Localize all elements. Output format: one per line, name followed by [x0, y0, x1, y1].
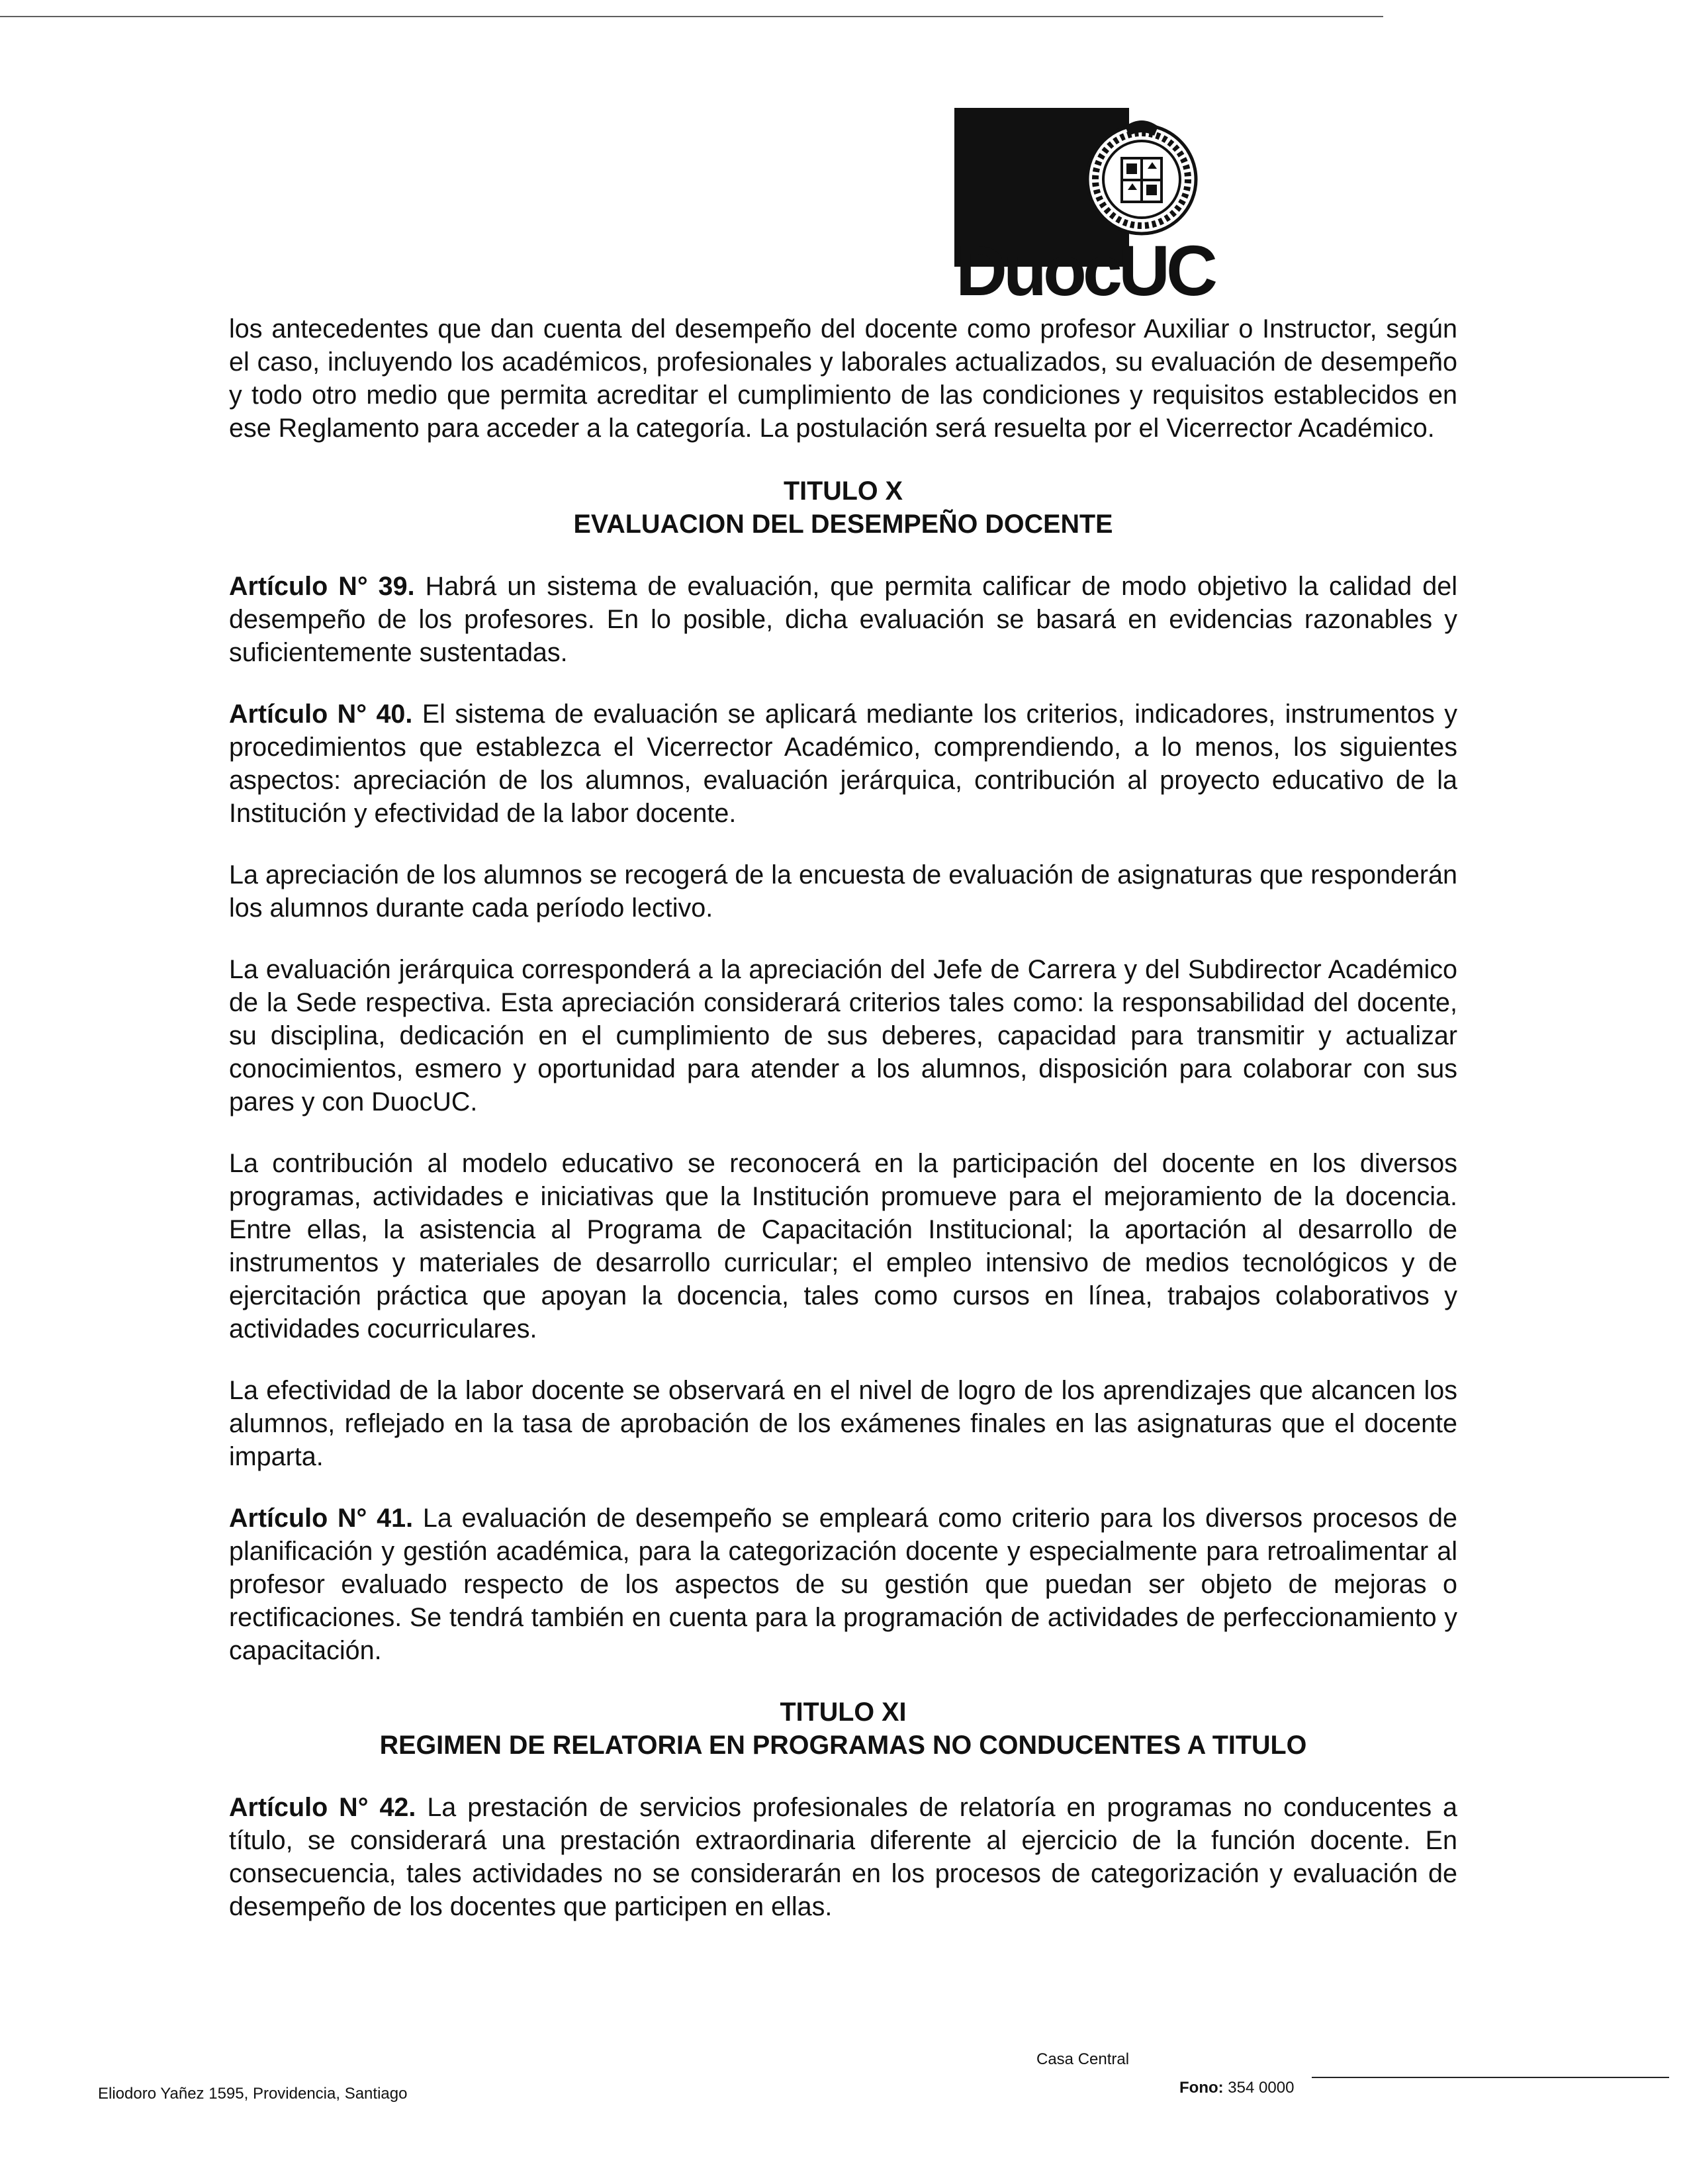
footer-phone-value: 354 0000 [1223, 2079, 1295, 2097]
article-41-text: La evaluación de desempeño se empleará como criterio para los diversos procesos de planificación y gestión académica, para la categorización docente y especialmente para retroalimentar al profesor evaluado respecto de los aspectos de su gestión que puedan ser objeto de mejoras o rectificaciones. Se tendrá también en cuenta para la programación de actividades de perfeccionamiento y capacitación. [229, 1504, 1457, 1665]
paragraph-apreciacion: La apreciación de los alumnos se recogerá de la encuesta de evaluación de asignaturas que responderán los alumnos durante cada período lectivo. [229, 860, 1457, 923]
footer-phone-label: Fono: [1179, 2079, 1224, 2097]
footer-address: Eliodoro Yañez 1595, Providencia, Santiago [98, 2085, 408, 2103]
article-40-text: El sistema de evaluación se aplicará mediante los criterios, indicadores, instrumentos y procedimientos que establezca el Vicerrector Académico, comprendiendo, a lo menos, los siguientes aspectos: apreciación de los alumnos, evaluación jerárquica, contribución al proyecto educativo de la Institución y efectividad de la labor docente. [229, 700, 1457, 828]
article-42-label: Artículo N° 42. [229, 1793, 416, 1822]
article-39-label: Artículo N° 39. [229, 572, 415, 601]
article-42-text: La prestación de servicios profesionales de relatoría en programas no conducentes a título, se considerará una prestación extraordinaria diferente al ejercicio de la función docente. En consecuencia, tales actividades no se considerarán en los procesos de categorización y evaluación de desempeño de los docentes que participen en ellas. [229, 1793, 1458, 1921]
titulo-xi-heading [229, 1696, 1457, 1762]
paragraph-jerarquica: La evaluación jerárquica corresponderá a la apreciación del Jefe de Carrera y del Subdirector Académico de la Sede respectiva. Esta apreciación considerará criterios tales como: la responsabilidad del docente, su disciplina, dedicación en el cumplimiento de sus deberes, capacidad para transmitir y actualizar conocimientos, esmero y oportunidad para atender a los alumnos, disposición para colaborar con sus pares y con DuocUC. [229, 955, 1457, 1116]
article-39-text: Habrá un sistema de evaluación, que permita calificar de modo objetivo la calidad del desempeño de los profesores. En lo posible, dicha evaluación se basará en evidencias razonables y suficientemente sustentadas. [229, 572, 1457, 667]
duocuc-logo [954, 108, 1232, 300]
titulo-x-name: EVALUACION DEL DESEMPEÑO DOCENTE [573, 510, 1113, 539]
article-41 [229, 1502, 1457, 1667]
article-42 [229, 1791, 1457, 1923]
scan-edge-line [0, 16, 1383, 17]
titulo-xi-number: TITULO XI [780, 1698, 907, 1727]
document-body [229, 312, 1457, 1952]
footer-phone [1179, 2079, 1294, 2097]
footer-rule [1312, 2077, 1669, 2078]
intro-paragraph: los antecedentes que dan cuenta del desempeño del docente como profesor Auxiliar o Instructor, según el caso, incluyendo los académicos, profesionales y laborales actualizados, su evaluación de desempeño y todo otro medio que permita acreditar el cumplimiento de las condiciones y requisitos establecidos en ese Reglamento para acceder a la categoría. La postulación será resuelta por el Vicerrector Académico. [229, 314, 1457, 443]
logo-wordmark: DuocUC [956, 230, 1214, 300]
article-39 [229, 570, 1457, 669]
article-40-label: Artículo N° 40. [229, 700, 413, 729]
titulo-xi-name: REGIMEN DE RELATORIA EN PROGRAMAS NO CONDUCENTES A TITULO [379, 1731, 1307, 1760]
paragraph-contribucion: La contribución al modelo educativo se reconocerá en la participación del docente en los diversos programas, actividades e iniciativas que la Institución promueve para el mejoramiento de la docencia. Entre ellas, la asistencia al Programa de Capacitación Institucional; la aportación al desarrollo de instrumentos y materiales de desarrollo curricular; el empleo intensivo de medios tecnológicos y de ejercitación práctica que apoyan la docencia, tales como cursos en línea, trabajos colaborativos y actividades cocurriculares. [229, 1149, 1457, 1343]
titulo-x-heading [229, 475, 1457, 541]
paragraph-efectividad: La efectividad de la labor docente se observará en el nivel de logro de los aprendizajes que alcancen los alumnos, reflejado en la tasa de aprobación de los exámenes finales en las asignaturas que el docente imparta. [229, 1376, 1457, 1471]
article-40 [229, 698, 1457, 830]
footer-casa-central: Casa Central [1036, 2050, 1130, 2068]
titulo-x-number: TITULO X [784, 477, 903, 506]
article-41-label: Artículo N° 41. [229, 1504, 414, 1533]
